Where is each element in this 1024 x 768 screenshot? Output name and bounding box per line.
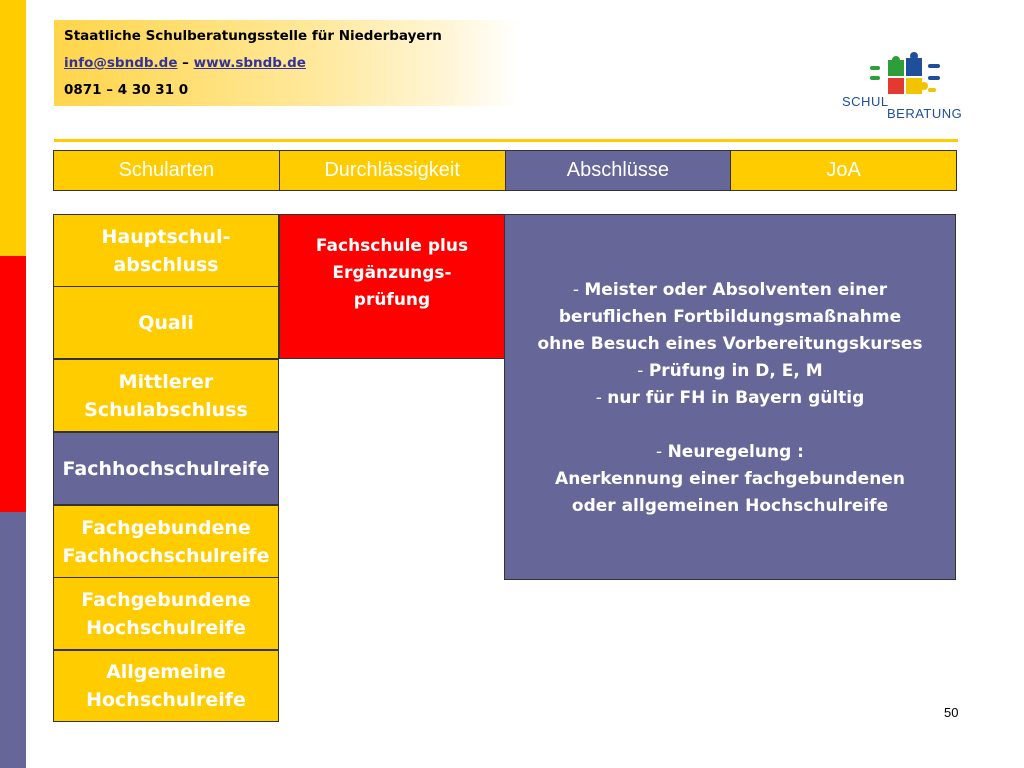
phone-number: 0871 – 4 30 31 0 <box>64 82 189 98</box>
website-link[interactable]: www.sbndb.de <box>193 55 306 71</box>
bullet: - <box>572 280 585 300</box>
level-fachgebundene-fachhochschulreife: Fachgebundene Fachhochschulreife <box>53 505 279 578</box>
contact-separator: – <box>177 55 194 71</box>
schulberatung-logo <box>836 50 966 126</box>
left-band-yellow <box>0 0 26 256</box>
left-band-purple <box>0 512 26 768</box>
info-text: Prüfung in D, E, M <box>648 361 823 381</box>
header-divider <box>54 139 958 142</box>
page-number: 50 <box>944 705 959 720</box>
info-text: nur für FH in Bayern gültig <box>607 388 865 408</box>
email-link[interactable]: info@sbndb.de <box>64 55 178 71</box>
tab-durchlaessigkeit[interactable]: Durchlässigkeit <box>280 151 506 190</box>
info-line <box>505 277 955 304</box>
info-line: ohne Besuch eines Vorbereitungskurses <box>537 334 923 354</box>
info-line <box>505 439 955 466</box>
logo-text-schul: SCHUL <box>842 94 889 109</box>
level-fachgebundene-hochschulreife: Fachgebundene Hochschulreife <box>53 577 279 650</box>
level-quali: Quali <box>53 286 279 359</box>
logo-text-beratung: BERATUNG <box>887 106 963 121</box>
info-line <box>505 358 955 385</box>
info-line: Anerkennung einer fachgebundenen <box>555 469 905 489</box>
bullet: - <box>637 361 649 381</box>
contact-line <box>64 53 510 80</box>
header-box <box>54 20 520 106</box>
level-hauptschulabschluss: Hauptschul- abschluss <box>53 214 279 287</box>
left-band-red <box>0 256 26 512</box>
info-text: Meister oder Absolventen einer <box>584 280 888 300</box>
level-allgemeine-hochschulreife: Allgemeine Hochschulreife <box>53 650 279 722</box>
tab-schularten[interactable]: Schularten <box>54 151 280 190</box>
level-mittlerer-schulabschluss: Mittlerer Schulabschluss <box>53 359 279 432</box>
info-line: beruflichen Fortbildungsmaßnahme <box>558 307 902 327</box>
level-fachhochschulreife: Fachhochschulreife <box>53 432 279 505</box>
tab-abschluesse[interactable]: Abschlüsse <box>506 151 732 190</box>
org-name: Staatliche Schulberatungsstelle für Niederbayern <box>64 28 442 44</box>
info-line: oder allgemeinen Hochschulreife <box>571 496 889 516</box>
info-box <box>504 214 956 580</box>
info-text: Neuregelung : <box>667 442 804 462</box>
fachschule-box: Fachschule plus Ergänzungs- prüfung <box>279 214 505 359</box>
tab-joa[interactable]: JoA <box>731 151 956 190</box>
spacer <box>505 412 955 439</box>
bullet: - <box>656 442 668 462</box>
info-line <box>505 385 955 412</box>
bullet: - <box>595 388 608 408</box>
tab-bar <box>53 150 957 191</box>
